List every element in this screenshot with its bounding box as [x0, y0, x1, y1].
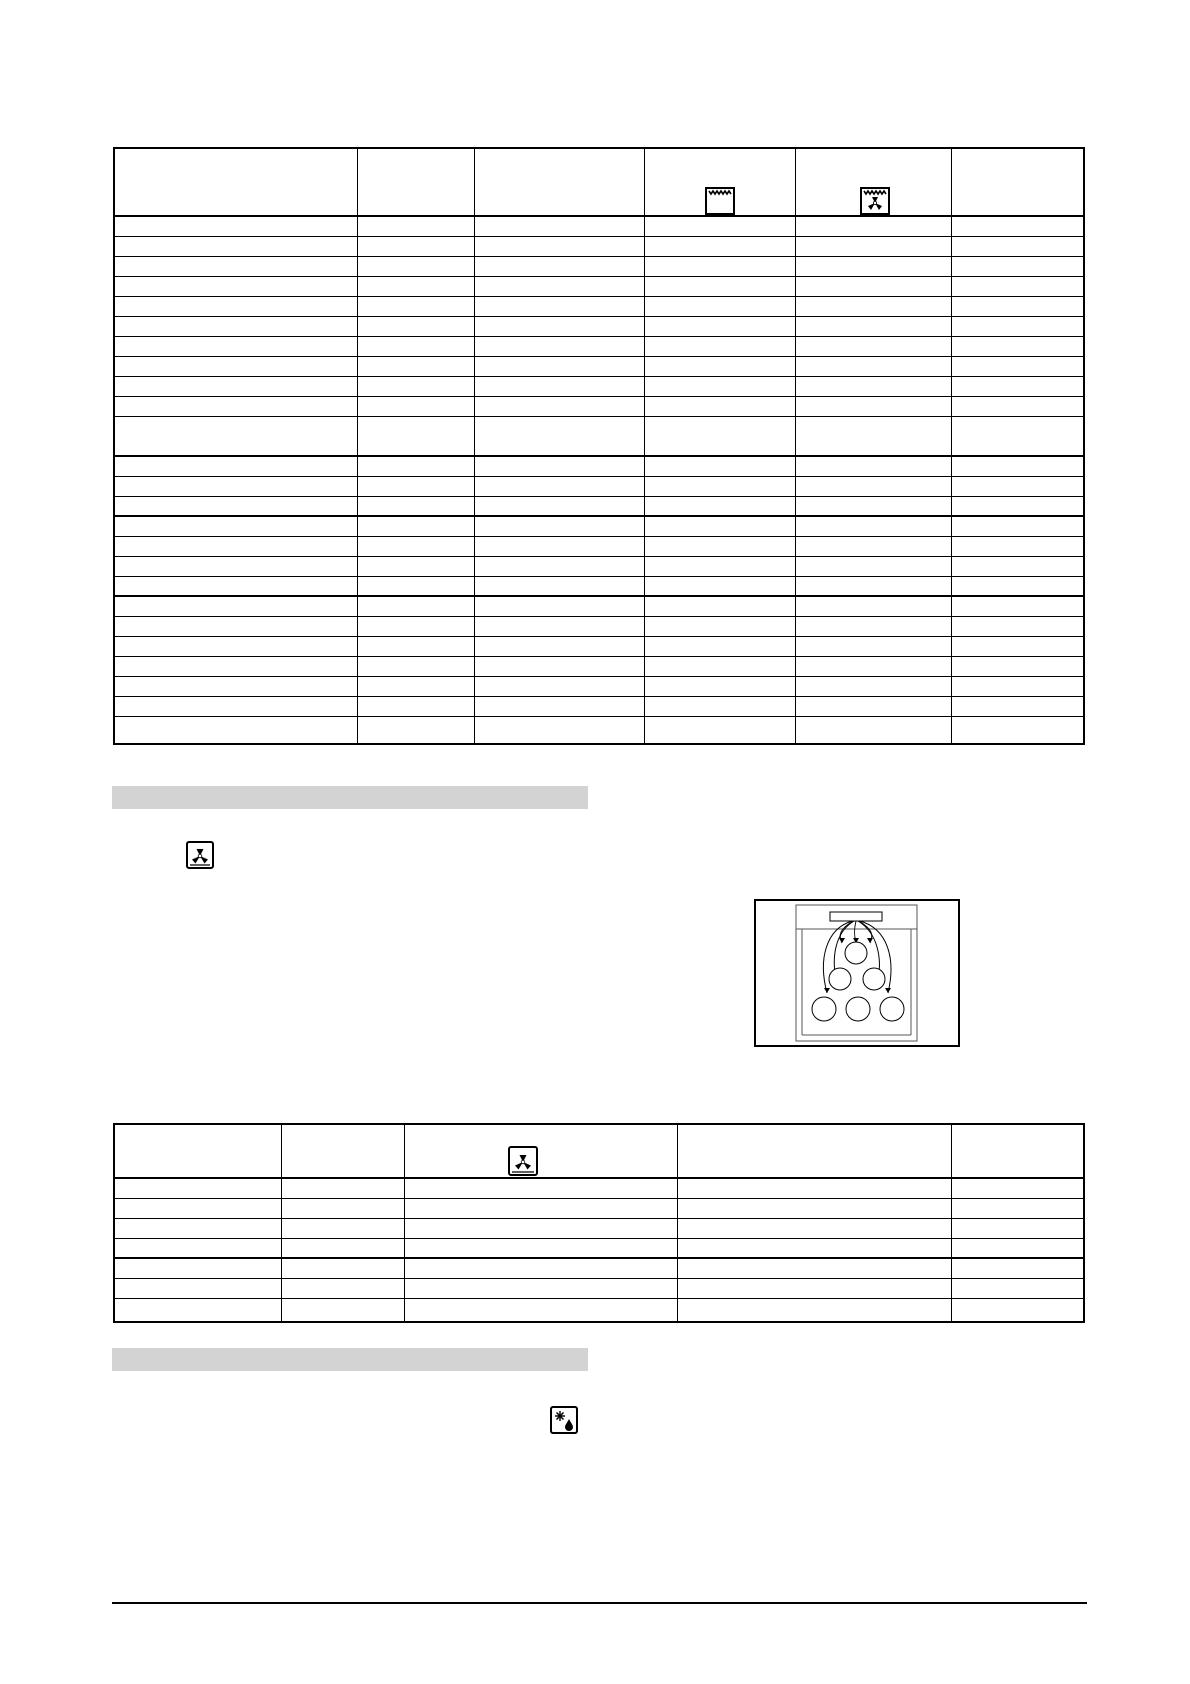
table-row [115, 217, 1083, 237]
table-row [115, 417, 1083, 457]
table-row [115, 1179, 1083, 1199]
table-row [115, 457, 1083, 477]
table-row [115, 1279, 1083, 1299]
table-row [115, 357, 1083, 377]
fan-oven-airflow-diagram [754, 899, 960, 1047]
section-header-bar-fan-cooking [112, 786, 588, 809]
oven-conventional-icon [705, 187, 735, 215]
fan-mode-icon [186, 841, 214, 869]
table-row [115, 637, 1083, 657]
table-row [115, 657, 1083, 677]
table-row [115, 557, 1083, 577]
oven-fan-icon [508, 1146, 538, 1176]
table-row [115, 317, 1083, 337]
table-row [115, 397, 1083, 417]
cooking-table-2 [113, 1123, 1085, 1323]
table-row [115, 517, 1083, 537]
section-header-bar-defrost [112, 1348, 588, 1371]
table-row [115, 1199, 1083, 1219]
defrost-icon [550, 1406, 578, 1434]
table-row [115, 577, 1083, 597]
table-row [115, 257, 1083, 277]
table-row [115, 1259, 1083, 1279]
table-row [115, 677, 1083, 697]
table-row [115, 1219, 1083, 1239]
table-row [115, 277, 1083, 297]
table-row [115, 477, 1083, 497]
footer-rule [112, 1602, 1087, 1604]
table-row [115, 597, 1083, 617]
table-row [115, 1239, 1083, 1259]
table-row [115, 237, 1083, 257]
table-row [115, 617, 1083, 637]
oven-fan-icon [860, 187, 890, 215]
table-row [115, 697, 1083, 717]
table-row [115, 377, 1083, 397]
cooking-table-1 [113, 147, 1085, 745]
table-row [115, 297, 1083, 317]
table-row [115, 337, 1083, 357]
table-row [115, 537, 1083, 557]
table-row [115, 497, 1083, 517]
